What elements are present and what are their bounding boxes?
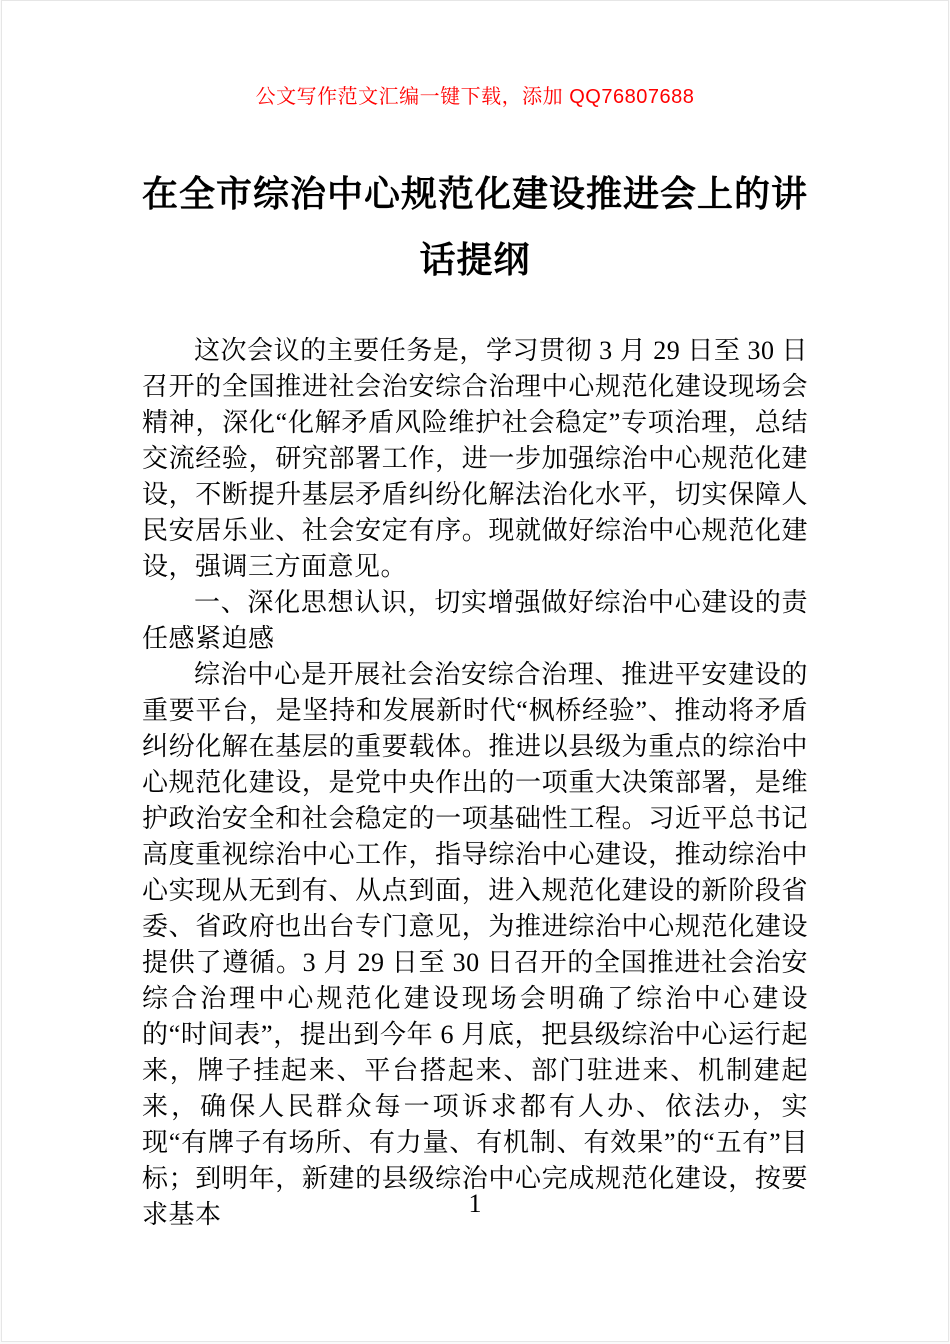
page-number: 1 (468, 1189, 482, 1218)
document-body (142, 333, 808, 1233)
paragraph-intro: 这次会议的主要任务是，学习贯彻 3 月 29 日至 30 日召开的全国推进社会治安综合治理中心规范化建设现场会精神，深化“化解矛盾风险维护社会稳定”专项治理，总结交流经验，研究部署工作，进一步加强综治中心规范化建设，不断提升基层矛盾纠纷化解法治化水平，切实保障人民安居乐业、社会安定有序。现就做好综治中心规范化建设，强调三方面意见。 (142, 336, 808, 581)
paragraph-section-heading: 一、深化思想认识，切实增强做好综治中心建设的责任感紧迫感 (142, 588, 808, 653)
promo-header: 公文写作范文汇编一键下载，添加 QQ76807688 (255, 86, 695, 108)
paragraph-section-body: 综治中心是开展社会治安综合治理、推进平安建设的重要平台，是坚持和发展新时代“枫桥经验”、推动将矛盾纠纷化解在基层的重要载体。推进以县级为重点的综治中心规范化建设，是党中央作出的一项重大决策部署，是维护政治安全和社会稳定的一项基础性工程。习近平总书记高度重视综治中心工作，指导综治中心建设，推动综治中心实现从无到有、从点到面，进入规范化建设的新阶段省委、省政府也出台专门意见，为推进综治中心规范化建设提供了遵循。3 月 29 日至 30 日召开的全国推进社会治安综合治理中心规范化建设现场会明确了综治中心建设的“时间表”，提出到今年 6 月底，把县级综治中心运行起来，牌子挂起来、平台搭起来、部门驻进来、机制建起来，确保人民群众每一项诉求都有人办、依法办，实现“有牌子有场所、有力量、有机制、有效果”的“五有”目标；到明年，新建的县级综治中心完成规范化建设，按要求基本 (142, 660, 808, 1229)
document-page (1, 0, 949, 1342)
document-title: 在全市综治中心规范化建设推进会上的讲话提纲 (142, 173, 809, 280)
